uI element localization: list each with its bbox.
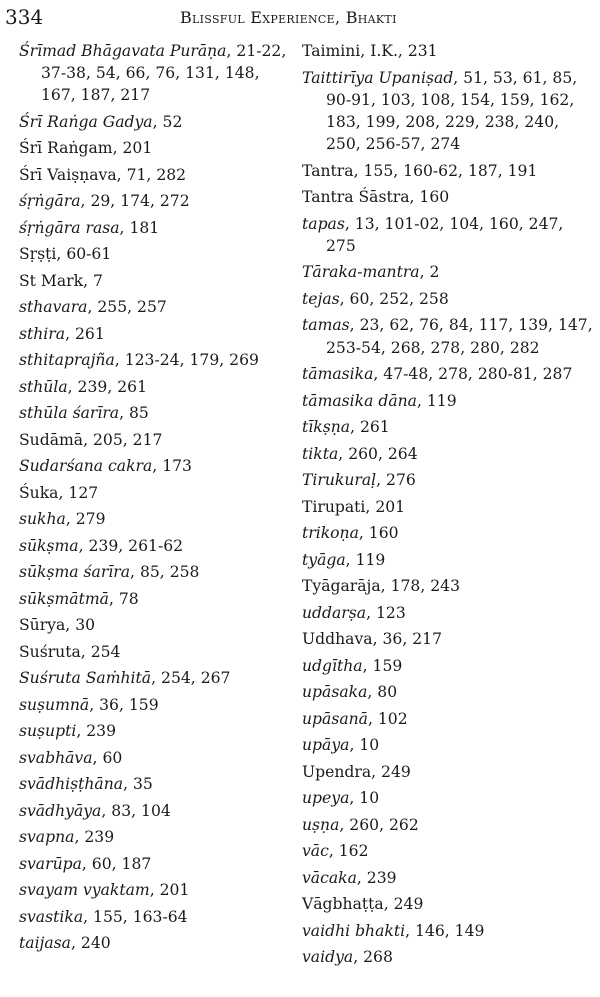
index-entry	[5, 508, 297, 530]
index-entry	[5, 296, 297, 318]
index-entry	[302, 602, 598, 624]
index-entry	[5, 164, 297, 186]
index-entry	[302, 708, 598, 730]
index-page-refs: , 268	[353, 948, 393, 967]
index-entry	[5, 641, 297, 663]
index-entry	[5, 932, 297, 954]
index-term: Sūrya	[19, 616, 66, 635]
index-term: svādhyāya	[19, 801, 102, 820]
index-term: tikta	[302, 444, 339, 463]
index-page-refs: , 85	[119, 404, 149, 423]
index-page-refs: , 60	[92, 748, 123, 767]
index-page-refs: , 260, 262	[339, 815, 419, 834]
index-entry	[5, 349, 297, 371]
index-entry	[302, 416, 598, 438]
index-term: Tāraka-mantra	[302, 263, 420, 282]
index-term: Taimini, I.K.	[302, 42, 398, 60]
index-page-refs: , 249	[371, 762, 411, 781]
index-term: suṣumnā	[19, 695, 90, 714]
index-term: Uddhava	[302, 630, 373, 649]
index-page-refs: , 102	[367, 709, 408, 728]
index-term: sthira	[19, 324, 66, 343]
index-term: upeya	[302, 789, 350, 808]
index-entry	[5, 40, 297, 107]
index-term: tāmasika dāna	[302, 391, 417, 410]
index-page-refs: , 30	[65, 616, 96, 635]
index-page-refs: , 239	[76, 722, 117, 741]
index-entry	[5, 561, 297, 583]
index-term: sthūla śarīra	[19, 404, 120, 423]
index-term: svabhāva	[19, 748, 93, 767]
index-entry	[302, 160, 598, 182]
index-term: upāsaka	[302, 683, 368, 702]
index-page-refs: , 160	[409, 188, 450, 207]
index-entry	[302, 522, 598, 544]
index-page-refs: , 205, 217	[83, 430, 163, 449]
index-term: Śrī Vaiṣṇava	[19, 165, 117, 184]
index-term: svastika	[19, 907, 84, 926]
index-page-refs: , 276	[376, 471, 416, 490]
index-term: sūkṣmātmā	[19, 589, 109, 608]
index-page-refs: , 83, 104	[101, 801, 171, 820]
index-term: Upendra	[302, 762, 372, 781]
index-term: tamas	[302, 316, 350, 335]
index-page-refs: , 60, 252, 258	[339, 289, 449, 308]
page-header	[0, 0, 600, 34]
index-entry	[302, 261, 598, 283]
index-page-refs: , 78	[108, 589, 139, 608]
index-term: upāya	[302, 736, 350, 755]
index-term: svapna	[19, 828, 75, 847]
index-entry	[302, 655, 598, 677]
index-term: sthitaprajña	[19, 351, 115, 370]
index-entry	[5, 720, 297, 742]
index-term: svādhiṣṭhāna	[19, 775, 124, 794]
index-term: tāmasika	[302, 365, 374, 384]
index-term: suṣupti	[19, 722, 77, 741]
index-page-refs: , 21-22, 37-38, 54, 66, 76, 131, 148, 167, 187, 217	[41, 42, 287, 105]
index-entry	[302, 496, 598, 518]
index-page-refs: , 249	[383, 895, 424, 914]
index-page-refs: , 23, 62, 76, 84, 117, 139, 147, 253-54, 268, 278, 280, 282	[326, 316, 593, 357]
index-entry	[302, 67, 598, 156]
index-entry	[302, 920, 598, 942]
index-term: svayam vyaktam	[19, 881, 150, 900]
index-page-refs: , 201	[149, 881, 190, 900]
index-entry	[302, 681, 598, 703]
index-entry	[5, 111, 297, 133]
index-entry	[302, 390, 598, 412]
index-entry	[5, 217, 297, 239]
index-entry	[302, 814, 598, 836]
index-page-refs: , 231	[397, 42, 438, 60]
index-entry	[5, 270, 297, 292]
index-term: tīkṣṇa	[302, 418, 351, 437]
index-page-refs: , 159	[362, 656, 403, 675]
index-term: sukha	[19, 510, 66, 529]
index-entry	[5, 747, 297, 769]
index-term: vāc	[302, 842, 329, 861]
index-entry	[302, 628, 598, 650]
index-page-refs: , 239, 261-62	[78, 536, 184, 555]
index-entry	[302, 288, 598, 310]
index-entry	[302, 761, 598, 783]
index-entry	[5, 614, 297, 636]
index-entry	[5, 588, 297, 610]
index-page-refs: , 201	[112, 139, 153, 158]
running-title: Blissful Experience, Bhakti	[180, 8, 397, 27]
index-entry	[5, 879, 297, 901]
index-page-refs: , 146, 149	[405, 921, 485, 940]
index-page-refs: , 239	[74, 828, 115, 847]
index-page-refs: , 160	[358, 524, 399, 543]
index-term: Sudarśana cakra	[19, 457, 153, 476]
index-entry	[5, 694, 297, 716]
page-number: 334	[5, 5, 44, 29]
index-page-refs: , 71, 282	[116, 165, 187, 184]
index-term: trikoṇa	[302, 524, 359, 543]
index-page-refs: , 162	[328, 842, 369, 861]
index-term: tejas	[302, 289, 340, 308]
index-page-refs: , 239, 261	[67, 377, 147, 396]
index-entry	[302, 363, 598, 385]
index-page-refs: , 254	[80, 642, 121, 661]
index-term: tapas	[302, 214, 345, 233]
index-entry	[5, 323, 297, 345]
index-term: Śuka	[19, 483, 59, 502]
index-entry	[302, 840, 598, 862]
index-page-refs: , 13, 101-02, 104, 160, 247, 275	[326, 214, 564, 255]
index-term: svarūpa	[19, 854, 82, 873]
index-term: upāsanā	[302, 709, 368, 728]
index-entry	[5, 906, 297, 928]
index-page-refs: , 7	[83, 271, 103, 290]
index-page-refs: , 254, 267	[151, 669, 231, 688]
index-term: Tantra Śāstra	[302, 188, 410, 207]
index-entry	[302, 893, 598, 915]
index-page-refs: , 2	[419, 263, 440, 282]
index-term: śṛṅgāra	[19, 192, 81, 211]
index-entry	[302, 575, 598, 597]
index-page-refs: , 10	[349, 789, 380, 808]
index-entry	[302, 40, 598, 62]
index-entry	[5, 826, 297, 848]
index-term: taijasa	[19, 934, 71, 953]
index-entry	[5, 853, 297, 875]
index-term: Vāgbhaṭṭa	[302, 895, 384, 914]
index-entry	[5, 137, 297, 159]
index-page-refs: , 260, 264	[338, 444, 418, 463]
index-term: St Mark	[19, 271, 84, 290]
index-term: sūkṣma śarīra	[19, 563, 131, 582]
index-entry	[302, 469, 598, 491]
index-term: Suśruta Saṁhitā	[19, 669, 152, 688]
index-entry	[5, 402, 297, 424]
index-page-refs: , 261	[65, 324, 105, 343]
index-term: sthūla	[19, 377, 68, 396]
index-page-refs: , 155, 163-64	[83, 907, 188, 926]
index-page-refs: , 123-24, 179, 269	[114, 351, 259, 370]
index-term: Tantra	[302, 161, 354, 180]
index-page-refs: , 119	[416, 391, 457, 410]
index-page-refs: , 36, 159	[89, 695, 159, 714]
index-entry	[302, 314, 598, 358]
index-page-refs: , 127	[58, 483, 99, 502]
index-page-refs: , 123	[366, 603, 406, 622]
index-page-refs: , 178, 243	[380, 577, 461, 596]
index-entry	[302, 867, 598, 889]
index-term: Tirupati	[302, 497, 366, 516]
index-term: Sudāmā	[19, 430, 84, 449]
index-entry	[5, 376, 297, 398]
index-entry	[5, 190, 297, 212]
index-page-refs: , 60-61	[56, 245, 112, 264]
index-term: Taittirīya Upaniṣad	[302, 68, 454, 87]
index-page-refs: , 119	[345, 550, 386, 569]
index-page-refs: , 181	[119, 218, 160, 237]
index-page-refs: , 35	[123, 775, 153, 794]
index-page-refs: , 60, 187	[81, 854, 152, 873]
index-page-refs: , 155, 160-62, 187, 191	[353, 161, 538, 180]
index-entry	[302, 213, 598, 257]
index-term: sthavara	[19, 298, 88, 317]
index-term: uṣṇa	[302, 815, 340, 834]
index-page-refs: , 29, 174, 272	[80, 192, 190, 211]
index-entry	[5, 800, 297, 822]
index-entry	[302, 186, 598, 208]
index-term: Tyāgarāja	[302, 577, 381, 596]
index-term: uddarṣa	[302, 603, 367, 622]
index-column-left	[5, 40, 297, 959]
index-page-refs: , 255, 257	[87, 298, 167, 317]
index-page-refs: , 36, 217	[372, 630, 442, 649]
index-entry	[5, 429, 297, 451]
index-page-refs: , 85, 258	[130, 563, 200, 582]
index-page-refs: , 80	[367, 683, 398, 702]
index-page-refs: , 279	[65, 510, 106, 529]
index-entry	[302, 443, 598, 465]
index-page-refs: , 52	[152, 112, 183, 131]
index-page-refs: , 47-48, 278, 280-81, 287	[373, 365, 573, 384]
index-term: udgītha	[302, 656, 363, 675]
index-entry	[5, 482, 297, 504]
index-column-right	[302, 40, 598, 973]
index-entry	[5, 535, 297, 557]
index-entry	[5, 243, 297, 265]
index-entry	[302, 946, 598, 968]
index-term: śṛṅgāra rasa	[19, 218, 120, 237]
index-entry	[5, 455, 297, 477]
index-page-refs: , 261	[350, 418, 390, 437]
index-term: vācaka	[302, 868, 357, 887]
index-entry	[302, 734, 598, 756]
index-term: vaidya	[302, 948, 354, 967]
index-entry	[302, 549, 598, 571]
index-term: Śrī Raṅgam	[19, 139, 113, 158]
index-page-refs: , 10	[349, 736, 380, 755]
index-term: sūkṣma	[19, 536, 79, 555]
index-entry	[5, 667, 297, 689]
index-page-refs: , 201	[365, 497, 406, 516]
index-term: Śrīmad Bhāgavata Purāṇa	[19, 42, 227, 60]
index-term: Sṛṣṭi	[19, 245, 57, 264]
index-term: Suśruta	[19, 642, 81, 661]
index-page-refs: , 51, 53, 61, 85, 90-91, 103, 108, 154, 159, 162, 183, 199, 208, 229, 238, 240, 250, 256-57, 274	[326, 68, 578, 154]
index-term: Tirukuraḷ	[302, 471, 377, 490]
index-entry	[5, 773, 297, 795]
index-page-refs: , 173	[152, 457, 192, 476]
index-term: vaidhi bhakti	[302, 921, 406, 940]
index-page-refs: , 240	[70, 934, 111, 953]
index-term: tyāga	[302, 550, 346, 569]
index-page-refs: , 239	[356, 868, 397, 887]
index-entry	[302, 787, 598, 809]
index-term: Śrī Raṅga Gadya	[19, 112, 153, 131]
